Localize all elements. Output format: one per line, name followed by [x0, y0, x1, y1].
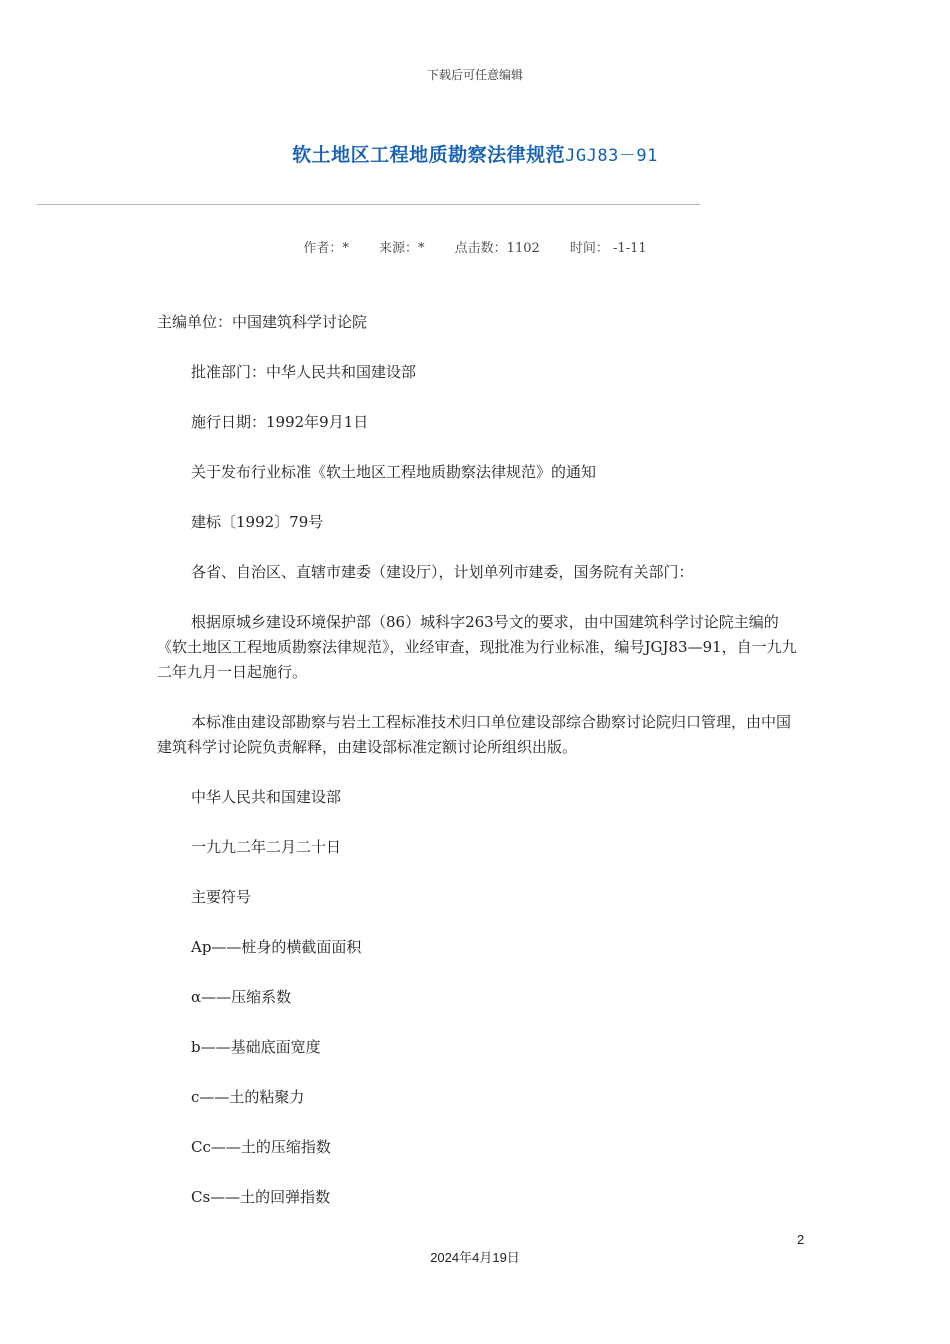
symbols-heading: 主要符号 [191, 888, 252, 906]
recipients: 各省、自治区、直辖市建委（建设厅），计划单列市建委，国务院有关部门： [191, 563, 694, 581]
meta-time: 时间： -1-11 [569, 241, 647, 256]
meta-source: 来源：* [379, 241, 425, 256]
symbol-item: Cs——土的回弹指数 [191, 1188, 331, 1206]
title-code: JGJ83－91 [565, 146, 658, 166]
page-number: 2 [797, 1232, 805, 1247]
article-body [157, 310, 797, 1235]
chief-editor-unit: 主编单位：中国建筑科学讨论院 [157, 313, 368, 331]
notice-paragraph-2: 本标准由建设部勘察与岩土工程标准技术归口单位建设部综合勘察讨论院归口管理，由中国建筑科学讨论院负责解释，由建设部标准定额讨论所组织出版。 [157, 713, 792, 756]
issue-date: 一九九二年二月二十日 [191, 838, 342, 856]
issuer: 中华人民共和国建设部 [191, 788, 342, 806]
symbol-item: b——基础底面宽度 [191, 1038, 321, 1056]
notice-title: 关于发布行业标准《软土地区工程地质勘察法律规范》的通知 [191, 463, 597, 481]
notice-paragraph-1: 根据原城乡建设环境保护部（86）城科字263号文的要求，由中国建筑科学讨论院主编的《软土地区工程地质勘察法律规范》，业经审查，现批准为行业标准，编号JGJ83—91，自一九九二年九月一日起施行。 [157, 613, 797, 681]
symbol-item: c——土的粘聚力 [191, 1088, 305, 1106]
page-title [0, 140, 950, 167]
symbol-item: Ap——桩身的横截面面积 [191, 938, 362, 956]
footer-date: 2024年4月19日 [430, 1250, 520, 1265]
effective-date: 施行日期：1992年9月1日 [191, 413, 369, 431]
article-meta [0, 237, 950, 256]
title-divider [37, 204, 700, 205]
meta-author: 作者：* [303, 241, 349, 256]
approval-department: 批准部门：中华人民共和国建设部 [191, 363, 417, 381]
document-number: 建标〔1992〕79号 [191, 513, 324, 531]
symbol-item: Cc——土的压缩指数 [191, 1138, 331, 1156]
header-note: 下载后可任意编辑 [426, 68, 523, 82]
title-main: 软土地区工程地质勘察法律规范 [292, 144, 566, 166]
meta-clicks: 点击数：1102 [454, 241, 540, 256]
symbol-item: α——压缩系数 [191, 988, 292, 1006]
